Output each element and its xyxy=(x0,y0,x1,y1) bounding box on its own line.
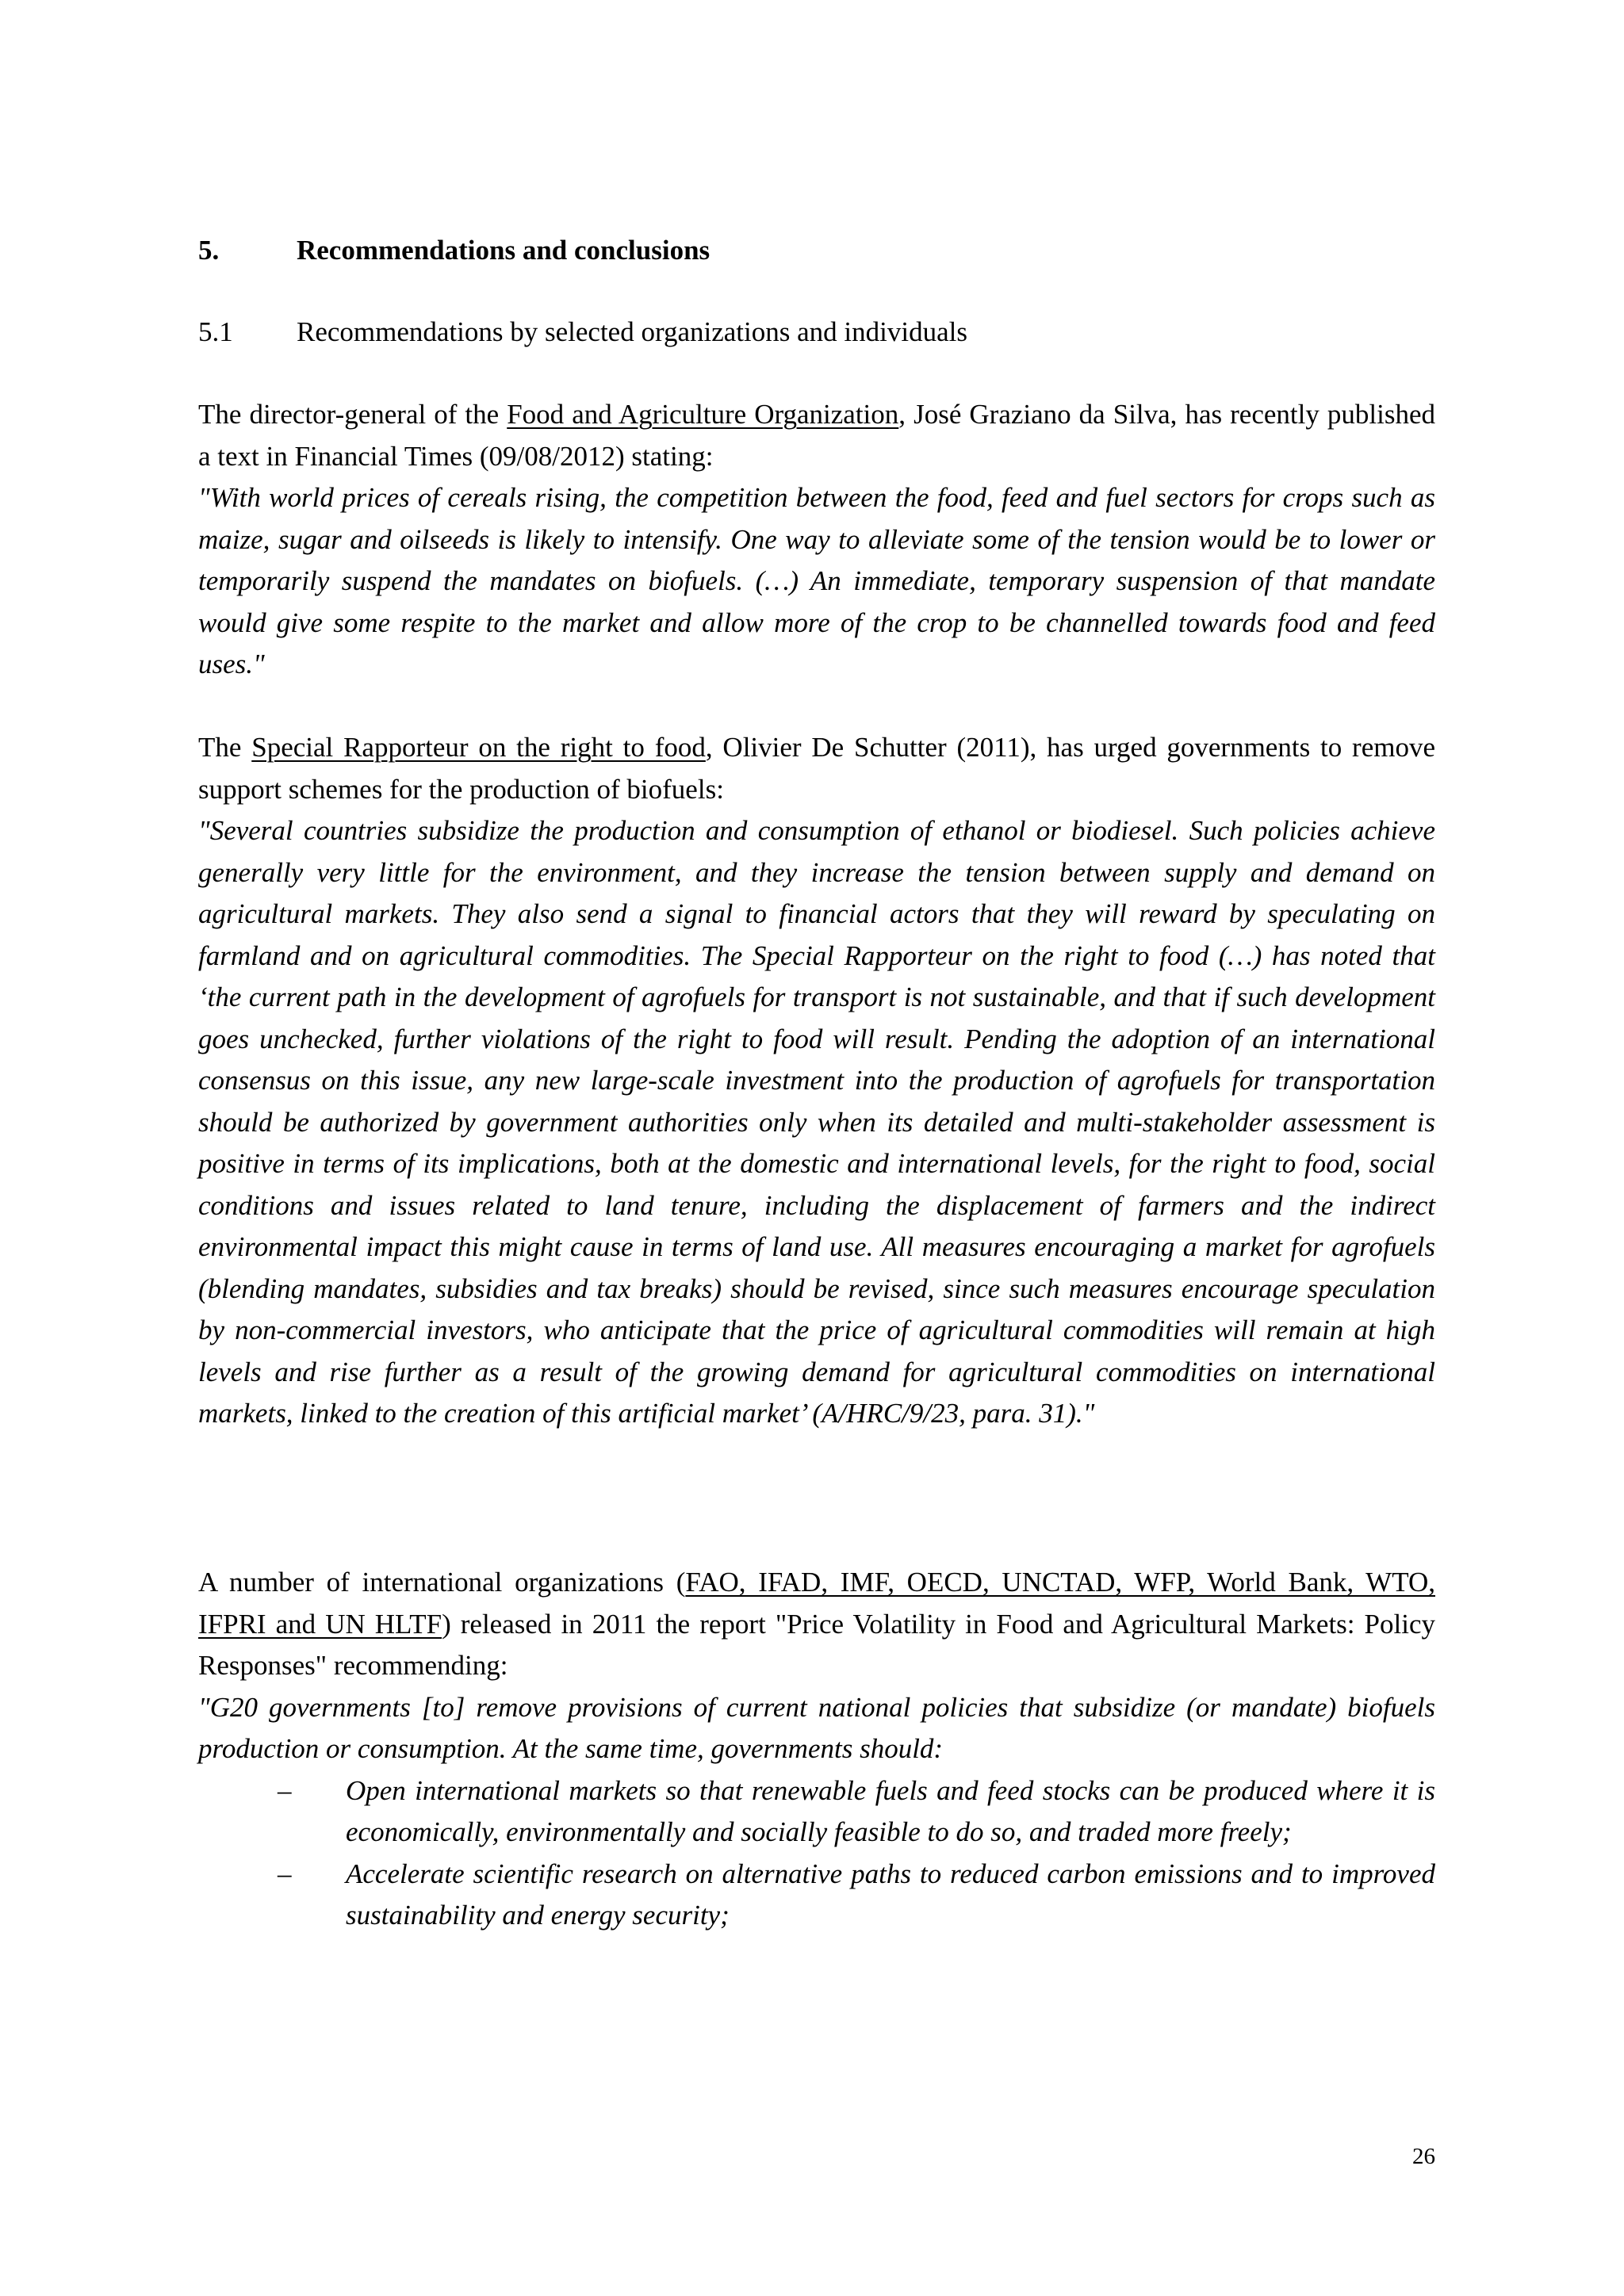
fao-link[interactable]: Food and Agriculture Organization xyxy=(507,399,899,430)
list-item: – Accelerate scientific research on alternative paths to reduced carbon emissions and to improved sustainability and energy security; xyxy=(198,1854,1435,1937)
organizations-link[interactable]: FAO, IFAD, IMF, OECD, UNCTAD, WFP, World Bank, WTO, IFPRI and UN HLTF xyxy=(198,1567,1435,1640)
rapporteur-intro: The Special Rapporteur on the right to food, Olivier De Schutter (2011), has urged governments to remove support schemes for the production of biofuels: xyxy=(198,732,1435,805)
dash-bullet-icon: – xyxy=(278,1774,292,1806)
fao-intro: The director-general of the Food and Agriculture Organization, José Graziano da Silva, has recently published a text in Financial Times (09/08/2012) stating: xyxy=(198,399,1435,472)
rapporteur-quote: "Several countries subsidize the production and consumption of ethanol or biodiesel. Such policies achieve generally very little for the environment, and they increase the tension between supply and demand on agricultural markets. They also send a signal to financial actors that they will reward by speculating on farmland and on agricultural commodities. The Special Rapporteur on the right to food (…) has noted that ‘the current path in the development of agrofuels for transport is not sustainable, and that if such development goes unchecked, further violations of the right to food will result. Pending the adoption of an international consensus on this issue, any new large-scale investment into the production of agrofuels for transportation should be authorized by government authorities only when its detailed and multi-stakeholder assessment is positive in terms of its implications, both at the domestic and international levels, for the right to food, social conditions and issues related to land tenure, including the displacement of farmers and the indirect environmental impact this might cause in terms of land use. All measures encouraging a market for agrofuels (blending mandates, subsidies and tax breaks) should be revised, since such measures encourage speculation by non-commercial investors, who anticipate that the price of agricultural commodities will remain at high levels and rise further as a result of the growing demand for agricultural commodities on international markets, linked to the creation of this artificial market’ (A/HRC/9/23, para. 31)." xyxy=(198,815,1435,1429)
section-heading xyxy=(198,230,710,271)
rapporteur-paragraph xyxy=(198,727,1435,1435)
fao-quote: "With world prices of cereals rising, the competition between the food, feed and fuel sectors for crops such as maize, sugar and oilseeds is likely to intensify. One way to alleviate some of the tension would be to lower or temporarily suspend the mandates on biofuels. (…) An immediate, temporary suspension of that mandate would give some respite to the market and allow more of the crop to be channelled towards food and feed uses." xyxy=(198,482,1435,679)
recommendation-list xyxy=(198,1770,1435,1937)
dash-bullet-icon: – xyxy=(278,1858,292,1889)
subsection-number: 5.1 xyxy=(198,316,233,347)
rapporteur-link[interactable]: Special Rapporteur on the right to food xyxy=(251,732,706,763)
subsection-heading xyxy=(198,312,967,353)
organizations-intro: A number of international organizations (FAO, IFAD, IMF, OECD, UNCTAD, WFP, World Bank, WTO, IFPRI and UN HLTF) released in 2011 the report "Price Volatility in Food and Agricultural Markets: Policy Responses" recommending: xyxy=(198,1567,1436,1681)
subsection-title: Recommendations by selected organizations and individuals xyxy=(297,316,967,347)
organizations-quote: "G20 governments [to] remove provisions of current national policies that subsidize (or mandate) biofuels production or consumption. At the same time, governments should: xyxy=(198,1691,1435,1764)
section-number: 5. xyxy=(198,235,220,266)
document-page xyxy=(198,0,1435,2296)
organizations-paragraph xyxy=(198,1562,1435,1937)
list-item: – Open international markets so that renewable fuels and feed stocks can be produced where it is economically, environmentally and socially feasible to do so, and traded more freely; xyxy=(198,1770,1435,1854)
page-number: 26 xyxy=(1412,2144,1435,2169)
fao-paragraph xyxy=(198,394,1435,686)
section-title: Recommendations and conclusions xyxy=(297,235,710,266)
